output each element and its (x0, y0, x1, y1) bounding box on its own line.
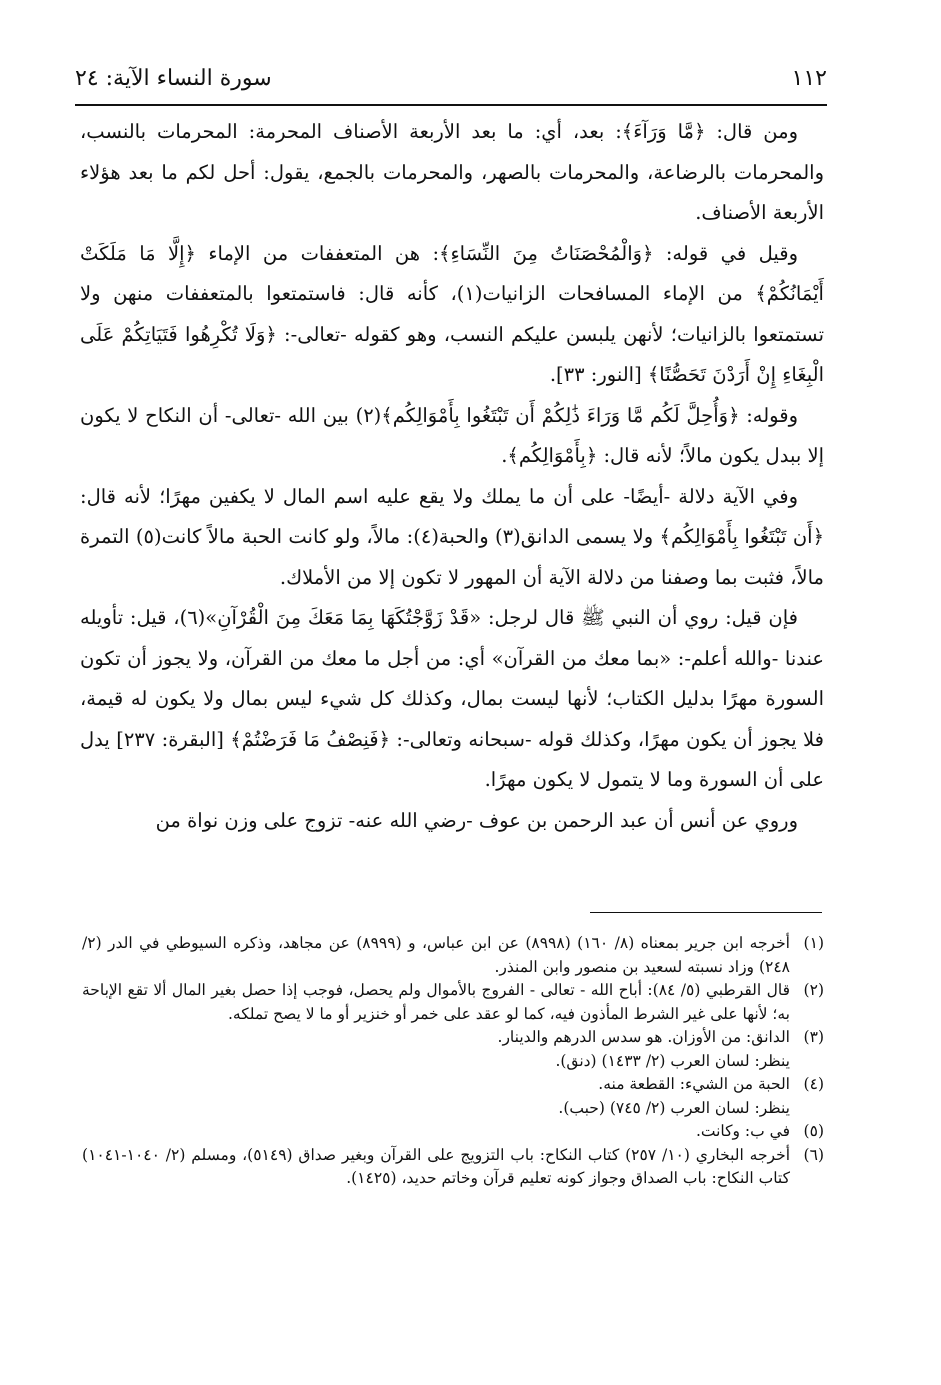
footnote-number: (٢) (803, 981, 824, 999)
header-rule (75, 104, 827, 106)
footnote-number: (٤) (803, 1075, 824, 1093)
footnote-line: ينظر: لسان العرب (٢/ ١٤٣٣) (دنق). (555, 1051, 790, 1070)
footnote (82, 1120, 824, 1144)
footnote (82, 979, 824, 1026)
footnote-number: (٣) (803, 1028, 824, 1046)
page-header (75, 58, 827, 98)
footnote-line: قال القرطبي (٥/ ٨٤): أباح الله - تعالى - الفروج بالأموال ولم يحصل، فوجب إذا حصل بغير المال ألا تقع الإباحة به؛ لأنها على غير الشرط المأذون فيه، كما لو عقد على خمر أو خنزير أو ما لا يصح تملكه. (82, 981, 790, 1023)
main-text (80, 112, 824, 841)
footnote (82, 1144, 824, 1191)
paragraph: فإن قيل: روي أن النبي ﷺ قال لرجل: «قَدْ زَوَّجْتُكَهَا بِمَا مَعَكَ مِنَ الْقُرْآنِ»(٦)، قيل: تأويله عندنا -والله أعلم-: «بما معك من القرآن» أي: من أجل ما معك من القرآن، ولا يجوز أن تكون السورة مهرًا بدليل الكتاب؛ لأنها ليست بمال، وكذلك كل شيء ليس بمال ولا يكون له قيمة، فلا يجوز أن يكون مهرًا، وكذلك قوله -سبحانه وتعالى-: ﴿فَنِصْفُ مَا فَرَضْتُمْ﴾ [البقرة: ٢٣٧] يدل على أن السورة وما لا يتمول لا يكون مهرًا. (80, 606, 825, 791)
footnote-text (82, 1120, 790, 1144)
footnote-text (82, 979, 790, 1026)
footnote-line: أخرجه ابن جرير بمعناه (٨/ ١٦٠) (٨٩٩٨) عن ابن عباس، و (٨٩٩٩) عن مجاهد، وذكره السيوطي في الدر (٢/ ٢٤٨) وزاد نسبته لسعيد بن منصور وابن المنذر. (82, 934, 790, 976)
paragraph: وقوله: ﴿وَأُحِلَّ لَكُم مَّا وَرَاءَ ذَٰلِكُمْ أَن تَبْتَغُوا بِأَمْوَالِكُم﴾(٢) بين الله -تعالى- أن النكاح لا يكون إلا ببدل يكون مالاً؛ لأنه قال: ﴿بِأَمْوَالِكُم﴾. (80, 403, 824, 467)
footnote-line: الحبة من الشيء: القطعة منه. (598, 1075, 790, 1093)
paragraph: ومن قال: ﴿مَّا وَرَآءَ﴾: بعد، أي: ما بعد الأربعة الأصناف المحرمة: المحرمات بالنسب، والمحرمات بالرضاعة، والمحرمات بالصهر، والمحرمات بالجمع، يقول: أحل لكم ما بعد هؤلاء الأربعة الأصناف. (80, 120, 824, 224)
footnote-number: (١) (803, 934, 824, 952)
footnote-text (82, 932, 790, 979)
footnote (82, 1026, 824, 1073)
footnote-number: (٦) (803, 1145, 824, 1164)
footnote-text (82, 1144, 790, 1191)
footnotes (82, 932, 824, 1191)
footnote-separator (590, 912, 822, 913)
footnote-text (82, 1073, 790, 1120)
footnote-text (82, 1026, 790, 1073)
footnote-line: أخرجه البخاري (١٠/ ٢٥٧) كتاب النكاح: باب التزويج على القرآن وبغير صداق (٥١٤٩)، ومسلم (٢/ ١٠٤٠-١٠٤١) كتاب النكاح: باب الصداق وجواز كونه تعليم قرآن وخاتم حديد، (١٤٢٥). (82, 1145, 790, 1187)
paragraph: وقيل في قوله: ﴿وَالْمُحْصَنَاتُ مِنَ النِّسَاءِ﴾: هن المتعففات من الإماء ﴿إِلَّا مَا مَلَكَتْ أَيْمَانُكُمْ﴾ من الإماء المسافحات الزانيات(١)، كأنه قال: فاستمتعوا بالمتعففات منهن ولا تستمتعوا بالزانيات؛ لأنهن يلبسن عليكم النسب، وهو كقوله -تعالى-: ﴿وَلَا تُكْرِهُوا فَتَيَاتِكُمْ عَلَى الْبِغَاءِ إِنْ أَرَدْنَ تَحَصُّنًا﴾ [النور: ٣٣]. (80, 241, 824, 386)
page-number: ١١٢ (791, 65, 827, 91)
paragraph: وروي عن أنس أن عبد الرحمن بن عوف -رضي الله عنه- تزوج على وزن نواة من (155, 808, 798, 832)
footnote-line: في ب: وكانت. (695, 1122, 790, 1140)
footnote-number: (٥) (803, 1122, 824, 1140)
footnote (82, 932, 824, 979)
footnote-line: الدانق: من الأوزان. هو سدس الدرهم والدينار. (497, 1028, 790, 1046)
footnote-line: ينظر: لسان العرب (٢/ ٧٤٥) (حبب). (558, 1098, 790, 1117)
paragraph: وفي الآية دلالة -أيضًا- على أن ما يملك ولا يقع عليه اسم المال لا يكفين مهرًا؛ لأنه قال: ﴿أَن تَبْتَغُوا بِأَمْوَالِكُم﴾ ولا يسمى الدانق(٣) والحبة(٤): مالاً، ولو كانت الحبة مالاً كانت(٥) التمرة مالاً، فثبت بما وصفنا من دلالة الآية أن المهور لا تكون إلا من الأملاك. (80, 484, 825, 589)
running-title: سورة النساء الآية: ٢٤ (75, 65, 272, 91)
footnote (82, 1073, 824, 1120)
